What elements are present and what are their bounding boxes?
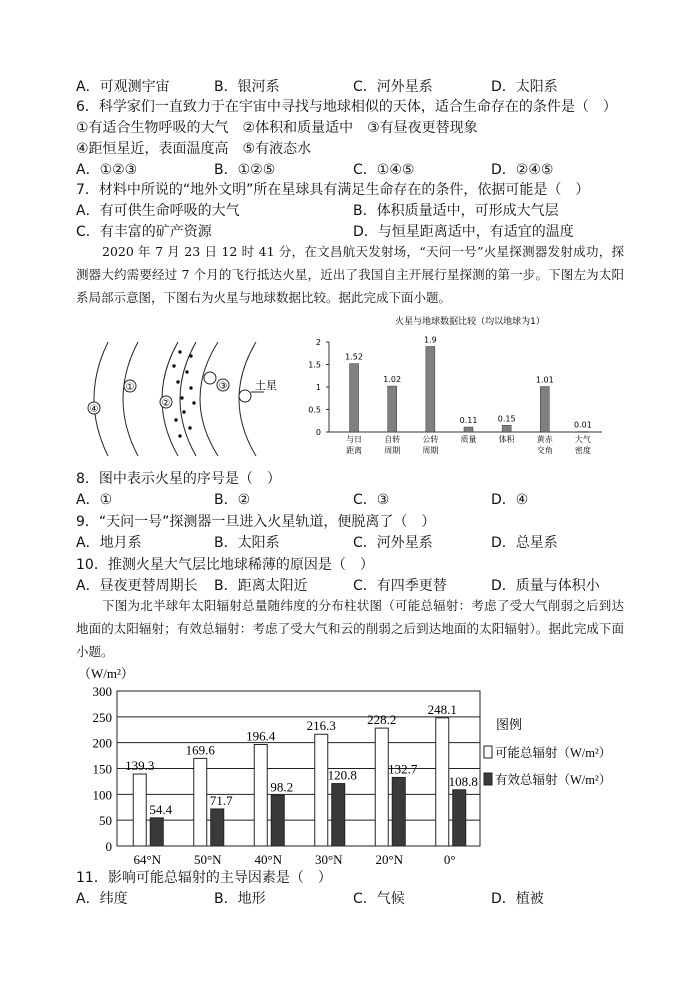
mars-category-label: 体积	[498, 435, 515, 444]
q6-stem: 6．科学家们一直致力于在宇宙中寻找与地球相似的天体，适合生命存在的条件是（ ）	[76, 99, 617, 115]
q10-option-c: C．有四季更替	[353, 578, 447, 594]
orbit-label-1: ①	[125, 382, 135, 393]
q11-option-c: C．气候	[353, 891, 405, 907]
mars-bar	[540, 387, 549, 432]
orbit-label-3: ③	[218, 381, 228, 392]
q7-option-d: D．与恒星距离适中，有适宜的温度	[353, 224, 574, 240]
planet-jupiter	[204, 372, 216, 384]
mars-bar-value-label: 1.02	[383, 375, 402, 385]
passage-radiation: 下图为北半球年太阳辐射总量随纬度的分布柱状图（可能总辐射：考虑了受大气削弱之后到达地面的太阳辐射；有效总辐射：考虑了受大气和云的削弱之后到达地面的太阳辐射）。据此完成下面小题。	[76, 598, 624, 659]
legend-label-effective: 有效总辐射（W/m²）	[495, 773, 612, 787]
q5-option-d: D．太阳系	[491, 79, 558, 95]
possible-radiation-bar	[194, 758, 207, 846]
latitude-label: 40°N	[254, 852, 283, 867]
latitude-label: 30°N	[314, 852, 343, 867]
y-tick-label: 0	[315, 428, 321, 437]
y-tick-label: 0	[105, 839, 112, 854]
effective-radiation-bar	[453, 790, 466, 846]
q9-option-b: B．太阳系	[214, 535, 280, 551]
q9-stem: 9．“天问一号”探测器一旦进入火星轨道，便脱离了（ ）	[76, 514, 436, 530]
orbit-label-2: ②	[161, 398, 171, 409]
effective-radiation-bar	[392, 777, 405, 846]
mars-bar-value-label: 0.15	[497, 414, 516, 424]
y-tick-label: 50	[99, 813, 112, 829]
mars-bar	[502, 425, 511, 432]
y-unit-label: （W/m²）	[78, 666, 134, 681]
orbit-line	[94, 342, 108, 456]
mars-category-label-line2: 周期	[384, 446, 401, 455]
saturn-label: 土星	[255, 379, 277, 392]
orbit-line	[200, 342, 218, 456]
mars-bar	[578, 432, 587, 433]
mars-category-label-line2: 密度	[574, 446, 591, 455]
q9-option-c: C．河外星系	[353, 535, 433, 551]
q11-option-a: A．纬度	[76, 891, 128, 907]
q11-option-b: B．地形	[214, 891, 266, 907]
passage-tianwen: 2020 年 7 月 23 日 12 时 41 分，在文昌航天发射场，“天问一号”火星探测器发射成功，探测器大约需要经过 7 个月的飞行抵达火星，近出了我国自主开展行星探测的第一步。下图左为太阳系局部示意图，下图右为火星与地球数据比较。据此完成下面小题。	[76, 244, 624, 305]
q7-option-c: C．有丰富的矿产资源	[76, 224, 212, 240]
legend-swatch-possible	[484, 746, 492, 758]
mars-bar-value-label: 0.11	[459, 416, 478, 426]
q6-option-d: D．②④⑤	[491, 162, 554, 178]
q8-option-a: A．①	[76, 492, 113, 508]
chart-title: 火星与地球数据比较（均以地球为1）	[395, 317, 545, 327]
mars-category-label-line2: 周期	[422, 446, 439, 455]
effective-radiation-bar	[211, 809, 224, 846]
q6-conditions-line1: ①有适合生物呼吸的大气 ②体积和质量适中 ③有昼夜更替现象	[76, 120, 478, 136]
mars-category-label: 大气	[574, 435, 591, 444]
effective-radiation-value-label: 71.7	[209, 792, 233, 808]
y-tick-label: 100	[92, 787, 112, 803]
q6-option-c: C．①④⑤	[353, 162, 415, 178]
y-tick-label: 150	[92, 761, 112, 777]
latitude-label: 0°	[443, 852, 456, 867]
q9-option-d: D．总星系	[491, 535, 558, 551]
mars-category-label-line2: 距离	[346, 446, 363, 455]
q11-option-d: D．植被	[491, 891, 544, 907]
mars-bar	[388, 386, 397, 432]
mars-bar-value-label: 0.01	[574, 420, 592, 430]
possible-radiation-value-label: 169.6	[185, 742, 215, 758]
q7-stem: 7．材料中所说的“地外文明”所在星球具有满足生命存在的条件，依据可能是（ ）	[76, 182, 590, 198]
effective-radiation-bar	[150, 818, 163, 846]
possible-radiation-bar	[254, 745, 267, 846]
planet-saturn	[239, 390, 251, 402]
effective-radiation-bar	[332, 784, 345, 846]
legend-swatch-effective	[484, 773, 492, 785]
effective-radiation-value-label: 120.8	[327, 767, 357, 783]
q5-option-a: A．可观测宇宙	[76, 79, 170, 95]
q8-option-b: B．②	[214, 492, 251, 508]
possible-radiation-value-label: 216.3	[306, 718, 336, 734]
q7-option-a: A．有可供生命呼吸的大气	[76, 203, 240, 219]
mars-bar-value-label: 1.52	[345, 352, 363, 362]
y-tick-label: 2	[315, 338, 321, 347]
possible-radiation-bar	[436, 718, 449, 846]
q6-option-b: B．①②⑤	[214, 162, 276, 178]
effective-radiation-bar	[271, 795, 284, 846]
y-tick-label: 1.5	[308, 360, 321, 370]
mars-category-label: 自转	[384, 435, 401, 444]
latitude-label: 20°N	[375, 852, 404, 867]
effective-radiation-value-label: 98.2	[270, 779, 294, 795]
mars-category-label-line2: 交角	[536, 446, 553, 455]
q10-option-d: D．质量与体积小	[491, 578, 600, 594]
y-tick-label: 1	[315, 383, 321, 392]
q6-conditions-line2: ④距恒星近，表面温度高 ⑤有液态水	[76, 141, 312, 157]
effective-radiation-value-label: 108.8	[448, 773, 478, 789]
possible-radiation-value-label: 248.1	[427, 701, 457, 717]
q7-option-b: B．体积质量适中，可形成大气层	[353, 203, 559, 219]
possible-radiation-bar	[315, 734, 328, 846]
legend-label-possible: 可能总辐射（W/m²）	[495, 746, 612, 760]
possible-radiation-value-label: 139.3	[125, 758, 155, 774]
mars-earth-comparison-chart	[300, 310, 620, 465]
latitude-label: 64°N	[133, 852, 162, 867]
mars-category-label: 黄赤	[536, 435, 553, 444]
q5-option-b: B．银河系	[214, 79, 280, 95]
y-tick-label: 200	[92, 735, 112, 751]
asteroid-belt	[172, 350, 195, 437]
mars-bar	[464, 427, 473, 432]
latitude-label: 50°N	[193, 852, 222, 867]
q6-option-a: A．①②③	[76, 162, 138, 178]
mars-bar	[426, 347, 435, 433]
effective-radiation-value-label: 132.7	[388, 761, 418, 777]
q10-stem: 10．推测火星大气层比地球稀薄的原因是（ ）	[76, 557, 374, 573]
orbit-label-4: ④	[89, 404, 99, 415]
q10-option-b: B．距离太阳近	[214, 578, 308, 594]
mars-category-label: 公转	[422, 435, 439, 444]
mars-bar-value-label: 1.01	[535, 375, 554, 385]
y-tick-label: 300	[92, 684, 112, 699]
mars-category-label: 与日	[346, 435, 363, 444]
mars-bar	[350, 364, 359, 432]
solar-system-orbit-diagram	[84, 340, 299, 458]
possible-radiation-value-label: 228.2	[367, 712, 397, 728]
effective-radiation-value-label: 54.4	[149, 801, 173, 817]
solar-radiation-latitude-chart	[60, 662, 640, 872]
orbit-line	[123, 342, 138, 456]
mars-bar-value-label: 1.9	[423, 335, 437, 345]
y-tick-label: 0.5	[308, 405, 321, 415]
possible-radiation-bar	[133, 774, 146, 846]
mars-category-label: 质量	[460, 435, 477, 444]
q10-option-a: A．昼夜更替周期长	[76, 578, 198, 594]
q8-option-d: D．④	[491, 492, 529, 508]
q5-option-c: C．河外星系	[353, 79, 433, 95]
q9-option-a: A．地月系	[76, 535, 142, 551]
legend-title: 图例	[496, 717, 523, 732]
possible-radiation-bar	[375, 728, 388, 846]
q11-stem: 11．影响可能总辐射的主导因素是（ ）	[76, 870, 332, 886]
possible-radiation-value-label: 196.4	[246, 728, 276, 744]
y-tick-label: 250	[92, 709, 112, 725]
q8-stem: 8．图中表示火星的序号是（ ）	[76, 471, 281, 487]
q8-option-c: C．③	[353, 492, 390, 508]
